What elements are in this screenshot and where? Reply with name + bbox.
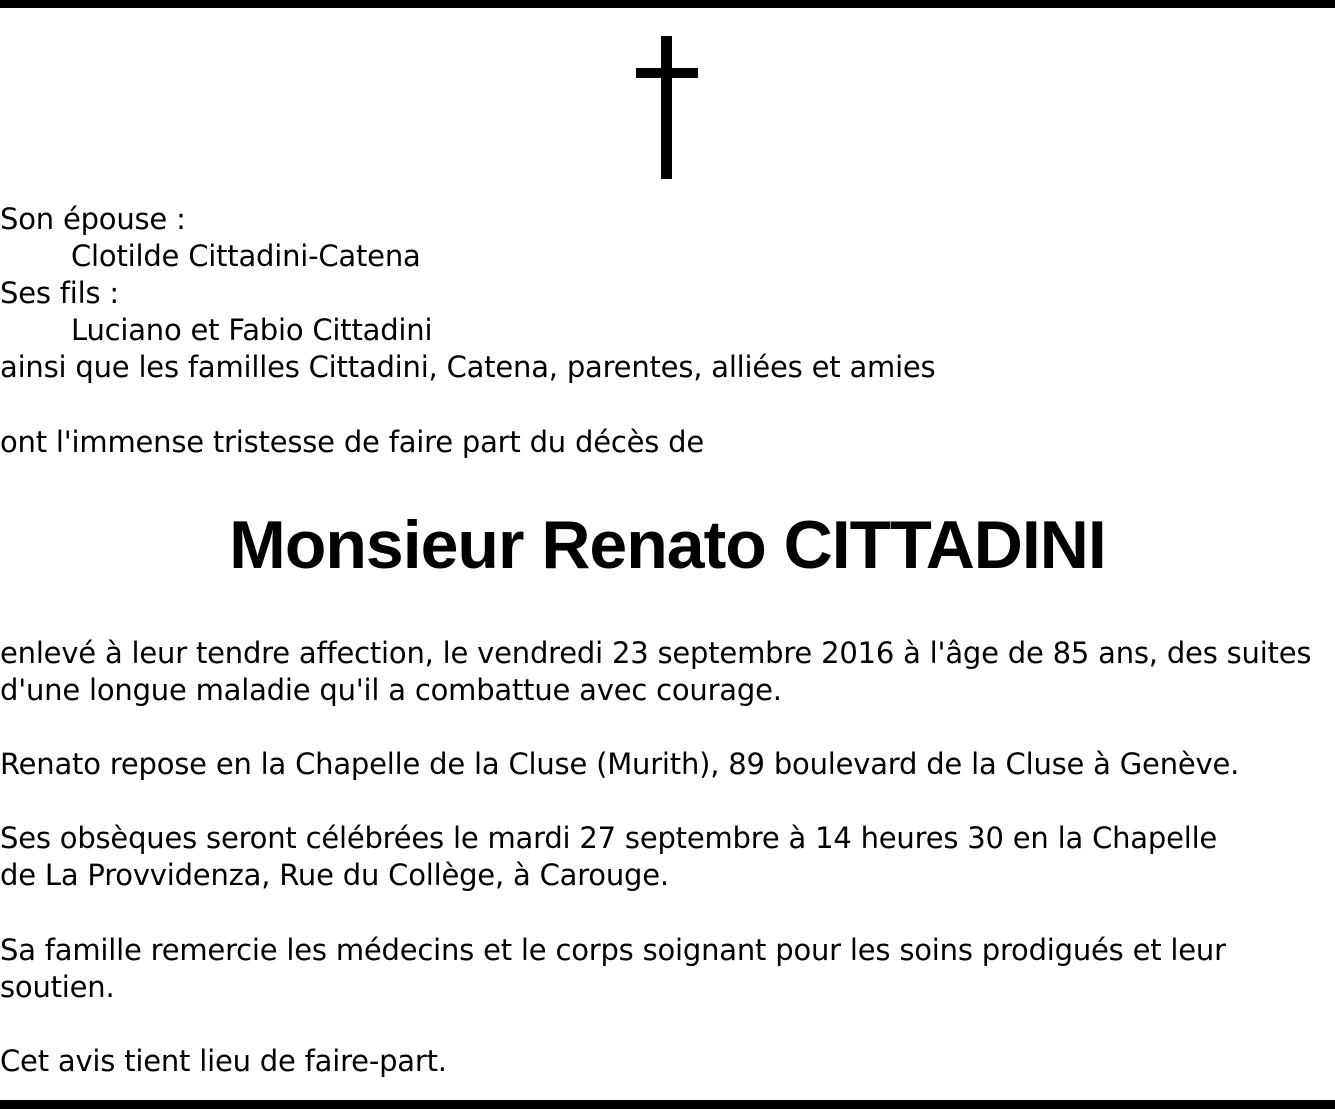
sons-names: Luciano et Fabio Cittadini: [71, 313, 433, 347]
details-line-1: enlevé à leur tendre affection, le vendredi 23 septembre 2016 à l'âge de 85 ans, des suites: [0, 636, 1312, 670]
sons-label: Ses fils :: [0, 276, 119, 310]
closing-text: Cet avis tient lieu de faire-part.: [0, 1044, 447, 1078]
details-line-2: d'une longue maladie qu'il a combattue avec courage.: [0, 673, 782, 707]
thanks-line-1: Sa famille remercie les médecins et le corps soignant pour les soins prodigués et leur: [0, 933, 1226, 967]
top-border-rule: [0, 0, 1335, 8]
funeral-line-2: de La Provvidenza, Rue du Collège, à Carouge.: [0, 858, 669, 892]
spouse-label: Son épouse :: [0, 202, 186, 236]
deceased-name: Monsieur Renato CITTADINI: [229, 507, 1106, 583]
rest-place: Renato repose en la Chapelle de la Cluse (Murith), 89 boulevard de la Cluse à Genève.: [0, 747, 1240, 781]
bottom-border-rule: [0, 1100, 1335, 1109]
extended-family: ainsi que les familles Cittadini, Catena, parentes, alliées et amies: [0, 350, 936, 384]
cross-icon: [636, 36, 698, 179]
thanks-line-2: soutien.: [0, 970, 115, 1004]
announcement-text: ont l'immense tristesse de faire part du décès de: [0, 425, 704, 459]
cross-vertical-bar: [661, 36, 672, 179]
funeral-line-1: Ses obsèques seront célébrées le mardi 27 septembre à 14 heures 30 en la Chapelle: [0, 821, 1218, 855]
spouse-name: Clotilde Cittadini-Catena: [71, 239, 421, 273]
cross-horizontal-bar: [636, 68, 698, 78]
